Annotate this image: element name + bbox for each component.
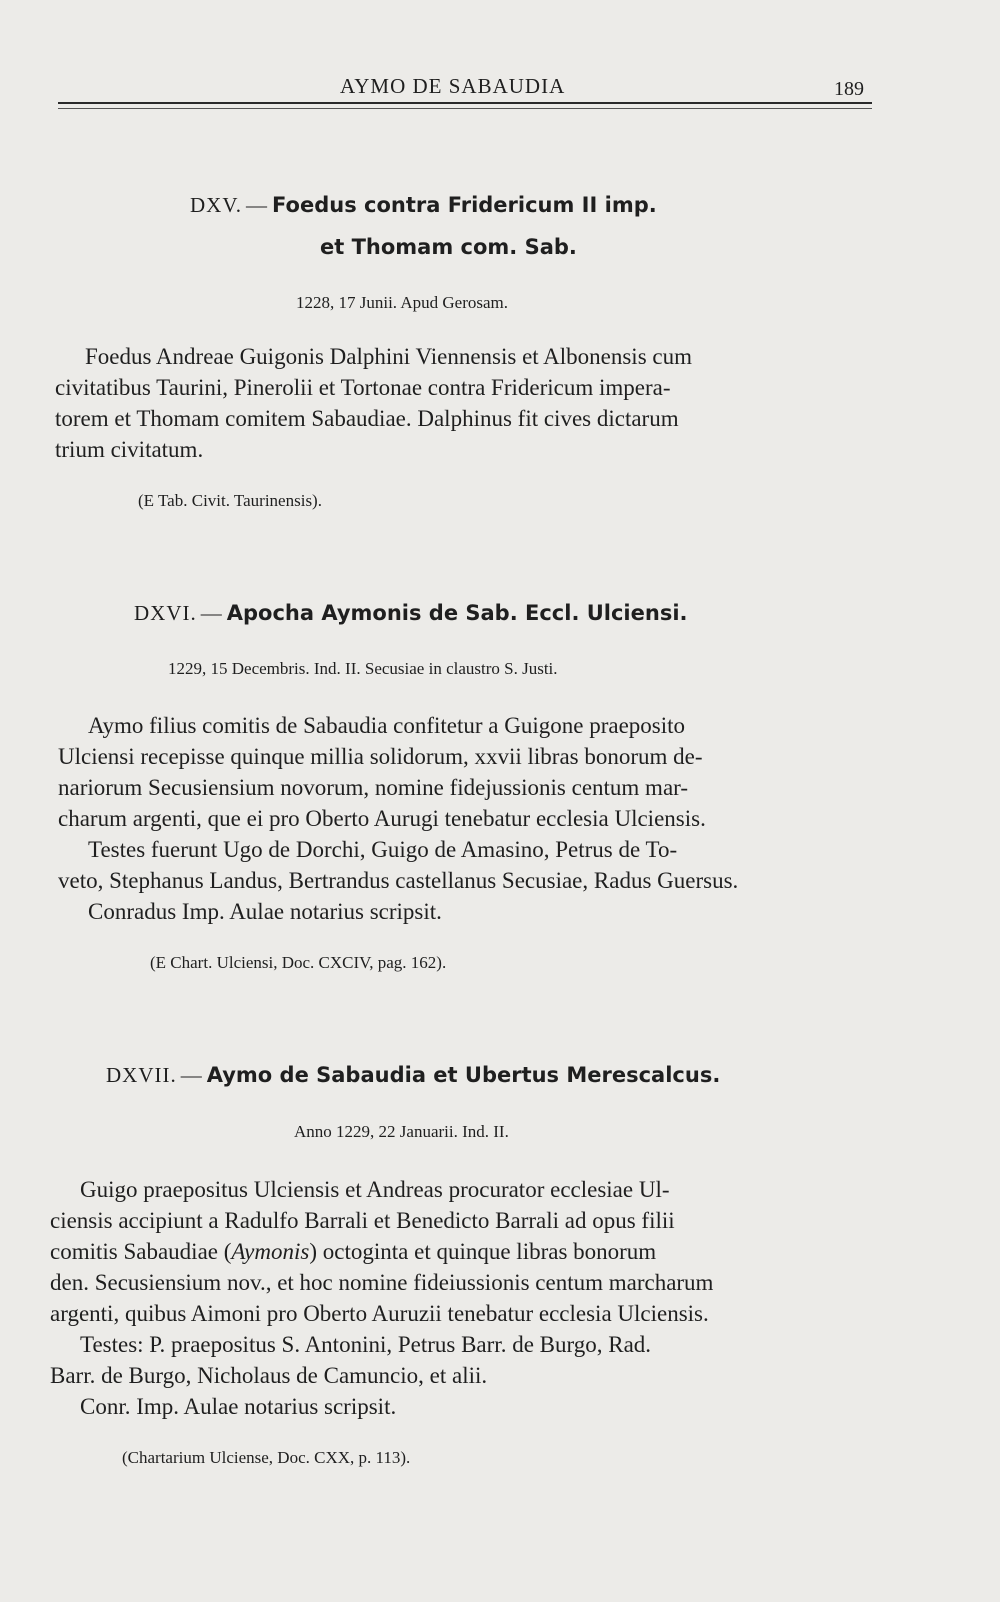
doc-summary (55, 341, 873, 465)
text-line: Foedus Andreae Guigonis Dalphini Viennensis et Albonensis cum (85, 344, 692, 369)
doc-source: (E Tab. Civit. Taurinensis). (138, 491, 322, 510)
page-number: 189 (834, 78, 864, 100)
doc-source: (E Chart. Ulciensi, Doc. CXCIV, pag. 162). (150, 953, 447, 972)
heading-dash: — (246, 193, 269, 217)
text-line: veto, Stephanus Landus, Bertrandus castellanus Secusiae, Radus Guersus. (58, 868, 739, 893)
doc-summary (58, 710, 870, 927)
text-line: Conradus Imp. Aulae notarius scripsit. (88, 899, 442, 924)
text-line: Ulciensi recepisse quinque millia solidorum, xxvii libras bonorum de- (58, 744, 703, 769)
text-line (50, 1236, 865, 1267)
italic-name: Aymonis (231, 1239, 310, 1264)
text-line: Testes fuerunt Ugo de Dorchi, Guigo de Amasino, Petrus de To- (88, 837, 678, 862)
doc-dateline: 1228, 17 Junii. Apud Gerosam. (296, 293, 509, 312)
doc-number: DXVII. (106, 1063, 177, 1087)
text-line: ciensis accipiunt a Radulfo Barrali et Benedicto Barrali ad opus filii (50, 1208, 675, 1233)
text-line: nariorum Secusiensium novorum, nomine fidejussionis centum mar- (58, 775, 689, 800)
text-line: Aymo filius comitis de Sabaudia confitetur a Guigone praeposito (88, 713, 686, 738)
doc-title: Aymo de Sabaudia et Ubertus Merescalcus. (206, 1063, 721, 1087)
text-line: argenti, quibus Aimoni pro Oberto Auruzii tenebatur ecclesia Ulciensis. (50, 1301, 709, 1326)
text-segment: ) octoginta et quinque libras bonorum (309, 1239, 657, 1264)
doc-title: Foedus contra Fridericum II imp. (272, 193, 657, 217)
header-rule-thin (58, 108, 872, 109)
text-line: Testes: P. praepositus S. Antonini, Petrus Barr. de Burgo, Rad. (80, 1332, 652, 1357)
doc-title-continued: et Thomam com. Sab. (320, 235, 577, 259)
text-line: charum argenti, que ei pro Oberto Aurugi tenebatur ecclesia Ulciensis. (58, 806, 706, 831)
text-line: Conr. Imp. Aulae notarius scripsit. (80, 1394, 397, 1419)
doc-heading (134, 601, 688, 626)
doc-dateline: 1229, 15 Decembris. Ind. II. Secusiae in claustro S. Justi. (168, 659, 558, 678)
doc-source: (Chartarium Ulciense, Doc. CXX, p. 113). (122, 1448, 411, 1467)
doc-summary (50, 1174, 865, 1422)
text-line: civitatibus Taurini, Pinerolii et Tortonae contra Fridericum impera- (55, 375, 671, 400)
text-line: torem et Thomam comitem Sabaudiae. Dalphinus fit cives dictarum (55, 406, 679, 431)
text-line: trium civitatum. (55, 437, 204, 462)
doc-number: DXV. (190, 193, 243, 217)
heading-dash: — (180, 1063, 203, 1087)
doc-heading (190, 193, 657, 218)
doc-title: Apocha Aymonis de Sab. Eccl. Ulciensi. (226, 601, 688, 625)
doc-number: DXVI. (134, 601, 197, 625)
header-rule (58, 102, 872, 104)
doc-dateline: Anno 1229, 22 Januarii. Ind. II. (294, 1122, 509, 1141)
text-line: den. Secusiensium nov., et hoc nomine fideiussionis centum marcharum (50, 1270, 714, 1295)
text-segment: comitis Sabaudiae ( (50, 1239, 232, 1264)
heading-dash: — (200, 601, 223, 625)
text-line: Barr. de Burgo, Nicholaus de Camuncio, et alii. (50, 1363, 488, 1388)
text-line: Guigo praepositus Ulciensis et Andreas procurator ecclesiae Ul- (80, 1177, 670, 1202)
running-head: AYMO DE SABAUDIA (340, 74, 566, 98)
doc-heading (106, 1063, 720, 1088)
